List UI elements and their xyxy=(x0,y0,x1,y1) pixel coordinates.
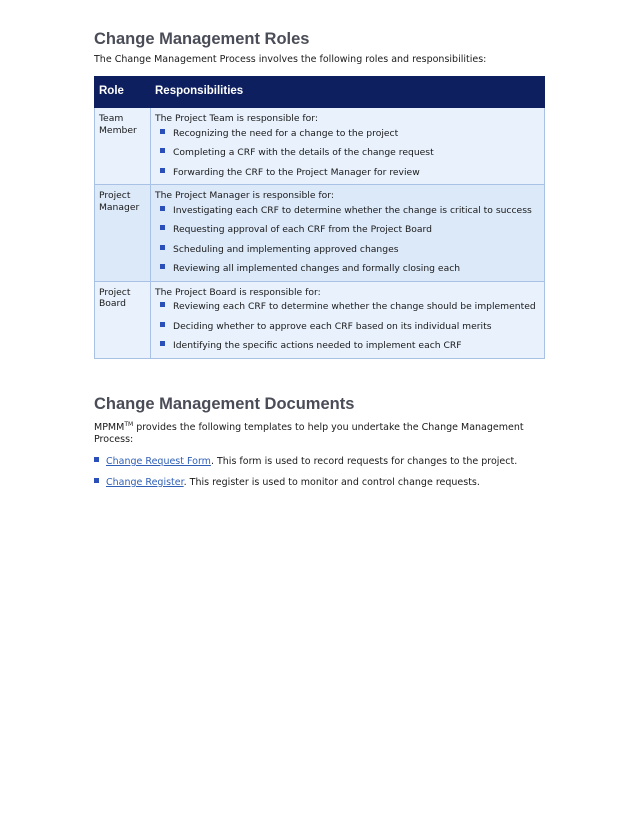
responsibility-lead: The Project Team is responsible for: xyxy=(155,113,318,124)
square-bullet-icon xyxy=(160,322,165,327)
square-bullet-icon xyxy=(94,478,99,483)
list-item xyxy=(155,321,541,333)
table-row xyxy=(95,108,545,185)
responsibility-list xyxy=(155,301,541,352)
square-bullet-icon xyxy=(160,225,165,230)
list-item-text: . This register is used to monitor and control change requests. xyxy=(183,477,480,488)
list-item-text: Scheduling and implementing approved changes xyxy=(173,243,399,255)
list-item-text: Reviewing all implemented changes and formally closing each xyxy=(173,263,461,274)
responsibility-lead: The Project Manager is responsible for: xyxy=(155,190,334,201)
list-item xyxy=(94,456,546,468)
header-role: Role xyxy=(95,77,151,108)
square-bullet-icon xyxy=(160,264,165,269)
list-item xyxy=(155,205,541,217)
role-name-line: Project xyxy=(99,190,131,201)
responsibility-list xyxy=(155,128,541,179)
role-name-line: Team xyxy=(99,113,124,124)
list-item xyxy=(155,340,541,352)
table-row xyxy=(95,281,545,358)
square-bullet-icon xyxy=(160,129,165,134)
responsibility-list xyxy=(155,205,541,275)
change-request-form-link[interactable]: Change Request Form xyxy=(106,456,211,467)
list-item xyxy=(94,477,546,489)
list-item xyxy=(155,301,541,313)
trademark-mark: TM xyxy=(124,421,134,428)
list-item xyxy=(155,147,541,159)
documents-intro xyxy=(94,419,534,446)
list-item-text: Requesting approval of each CRF from the Project Board xyxy=(173,224,432,235)
square-bullet-icon xyxy=(160,245,165,250)
responsibilities-cell xyxy=(151,185,545,282)
responsibilities-cell xyxy=(151,108,545,185)
square-bullet-icon xyxy=(160,206,165,211)
square-bullet-icon xyxy=(160,148,165,153)
list-item xyxy=(155,224,541,236)
square-bullet-icon xyxy=(160,302,165,307)
list-item xyxy=(155,244,541,256)
documents-intro-text: provides the following templates to help you undertake the Change Management Process: xyxy=(94,422,524,446)
list-item-text: Deciding whether to approve each CRF based on its individual merits xyxy=(173,320,492,332)
product-name: MPMM xyxy=(94,422,125,434)
role-name-line: Project xyxy=(99,286,131,298)
roles-heading: Change Management Roles xyxy=(94,30,310,48)
role-cell xyxy=(95,108,151,185)
role-name-line: Member xyxy=(99,124,137,136)
table-row xyxy=(95,185,545,282)
roles-table xyxy=(94,76,545,359)
list-item xyxy=(155,128,541,140)
list-item-text: Investigating each CRF to determine whether the change is critical to success xyxy=(173,204,532,216)
square-bullet-icon xyxy=(160,341,165,346)
change-register-link[interactable]: Change Register xyxy=(106,477,184,488)
list-item-text: Reviewing each CRF to determine whether the change should be implemented xyxy=(173,301,536,312)
role-name-line: Board xyxy=(99,298,127,309)
header-responsibilities: Responsibilities xyxy=(151,77,545,108)
responsibilities-cell xyxy=(151,281,545,358)
list-item-text: Completing a CRF with the details of the change request xyxy=(173,147,434,158)
responsibility-lead: The Project Board is responsible for: xyxy=(155,286,321,298)
roles-intro: The Change Management Process involves the following roles and responsibilities: xyxy=(94,54,487,65)
square-bullet-icon xyxy=(94,457,99,462)
list-item-text: . This form is used to record requests for changes to the project. xyxy=(210,456,518,467)
documents-list xyxy=(94,456,546,498)
square-bullet-icon xyxy=(160,168,165,173)
list-item xyxy=(155,263,541,275)
roles-table-header xyxy=(95,77,545,108)
role-name-line: Manager xyxy=(99,201,140,213)
role-cell xyxy=(95,185,151,282)
list-item-text: Recognizing the need for a change to the project xyxy=(173,127,399,139)
list-item-text: Forwarding the CRF to the Project Manager for review xyxy=(173,166,420,178)
list-item-text: Identifying the specific actions needed to implement each CRF xyxy=(173,340,462,351)
documents-heading: Change Management Documents xyxy=(94,395,355,413)
list-item xyxy=(155,167,541,179)
role-cell xyxy=(95,281,151,358)
